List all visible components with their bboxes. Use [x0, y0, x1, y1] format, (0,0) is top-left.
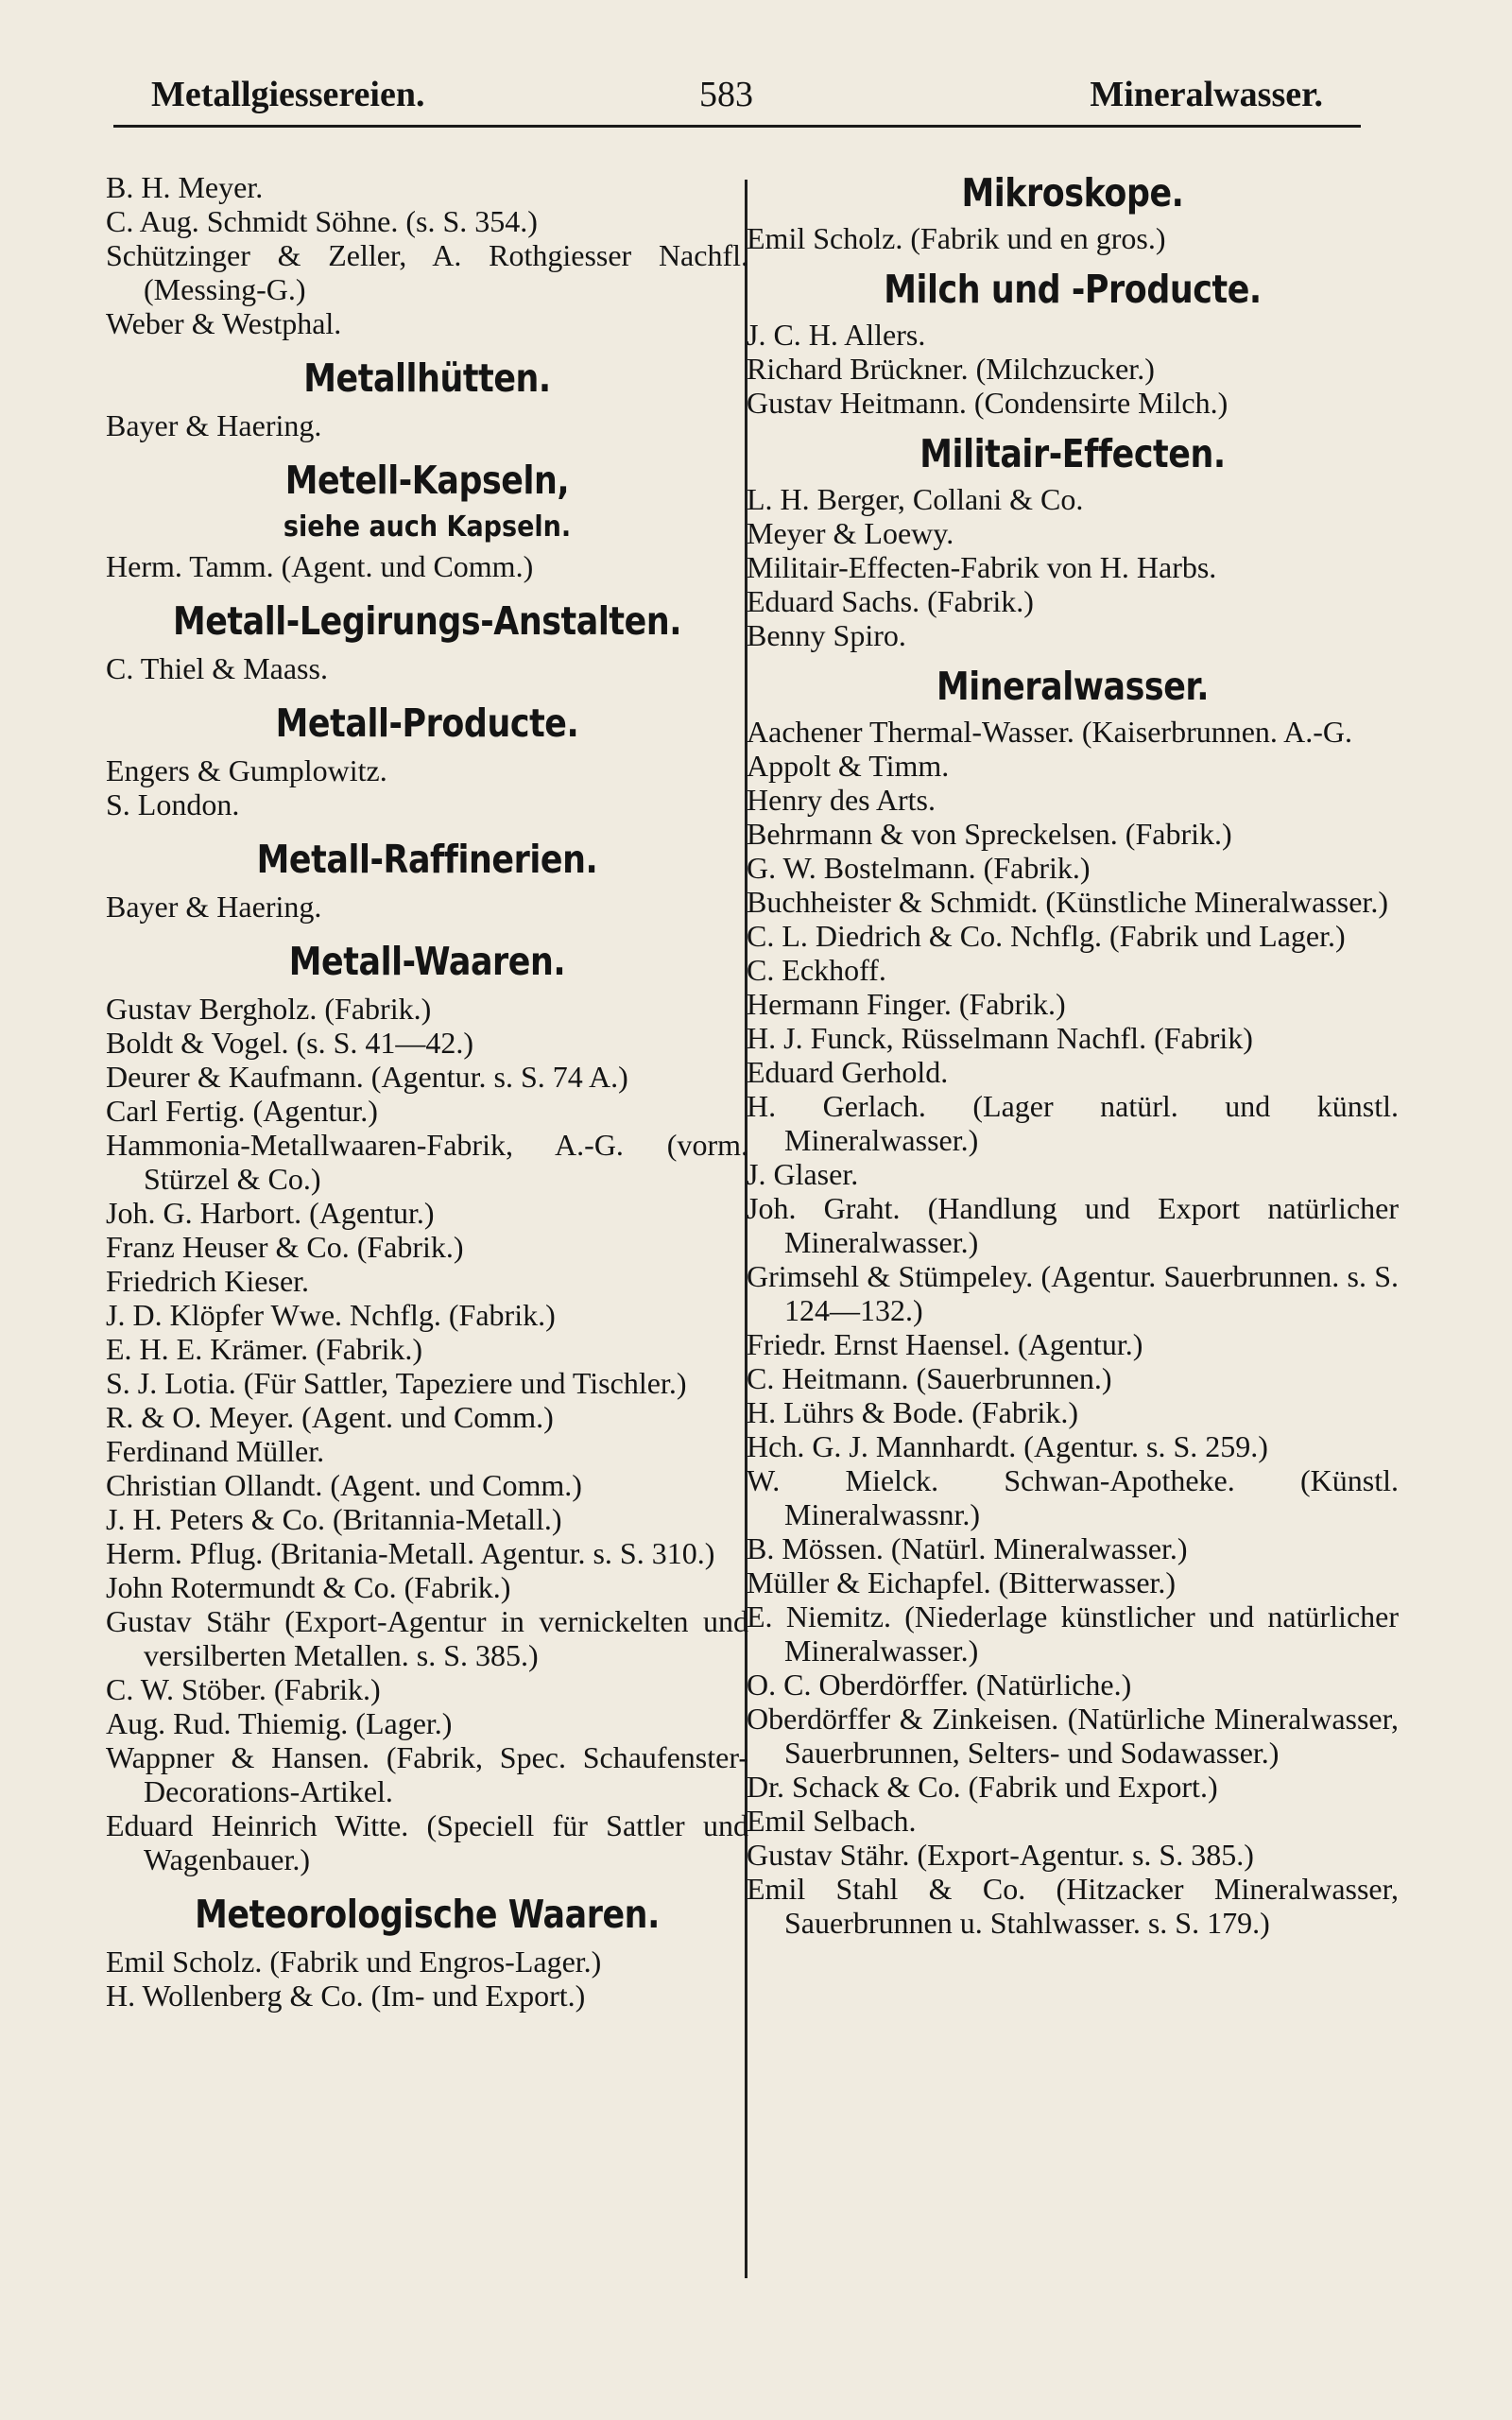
directory-entry: J. C. H. Allers. — [747, 318, 926, 352]
directory-entry: Eduard Sachs. (Fabrik.) — [747, 584, 1034, 618]
directory-entry: Wappner & Hansen. (Fabrik, Spec. Schaufenster-Decorations-Artikel. — [106, 1740, 748, 1808]
directory-entry: S. London. — [106, 787, 240, 821]
directory-entry: Benny Spiro. — [747, 618, 906, 652]
directory-entry: Behrmann & von Spreckelsen. (Fabrik.) — [747, 817, 1232, 851]
directory-entry: Emil Stahl & Co. (Hitzacker Mineralwasser, Sauerbrunnen u. Stahlwasser. s. S. 179.) — [747, 1872, 1399, 1940]
directory-entry: Gustav Heitmann. (Condensirte Milch.) — [747, 386, 1228, 420]
directory-entry: Hermann Finger. (Fabrik.) — [747, 987, 1066, 1021]
section-heading: Metell-Kapseln, — [284, 458, 570, 503]
directory-entry: Dr. Schack & Co. (Fabrik und Export.) — [747, 1770, 1218, 1804]
directory-entry: J. Glaser. — [747, 1157, 859, 1191]
directory-entry: Friedrich Kieser. — [106, 1264, 310, 1298]
directory-entry: E. H. E. Krämer. (Fabrik.) — [106, 1332, 423, 1366]
directory-entry: C. W. Stöber. (Fabrik.) — [106, 1672, 381, 1706]
directory-entry: Henry des Arts. — [747, 783, 936, 817]
directory-entry: Herm. Tamm. (Agent. und Comm.) — [106, 549, 534, 583]
page-header — [113, 68, 1361, 128]
section-heading: Metall-Waaren. — [288, 939, 566, 984]
directory-entry: Aug. Rud. Thiemig. (Lager.) — [106, 1706, 453, 1740]
section-subheading: siehe auch Kapseln. — [283, 510, 572, 544]
directory-entry: C. Eckhoff. — [747, 953, 886, 987]
directory-entry: Weber & Westphal. — [106, 306, 342, 340]
directory-entry: Militair-Effecten-Fabrik von H. Harbs. — [747, 550, 1217, 584]
directory-entry: G. W. Bostelmann. (Fabrik.) — [747, 851, 1091, 885]
directory-entry: Grimsehl & Stümpeley. (Agentur. Sauerbrunnen. s. S. 124—132.) — [747, 1259, 1399, 1327]
section-heading: Metall-Producte. — [275, 700, 579, 746]
section-heading: Mikroskope. — [961, 170, 1184, 216]
directory-entry: Boldt & Vogel. (s. S. 41—42.) — [106, 1026, 474, 1060]
section-heading: Militair-Effecten. — [919, 431, 1226, 476]
directory-entry: C. Heitmann. (Sauerbrunnen.) — [747, 1361, 1112, 1395]
directory-entry: B. Mössen. (Natürl. Mineralwasser.) — [747, 1531, 1188, 1565]
directory-entry: Gustav Stähr. (Export-Agentur. s. S. 385.) — [747, 1838, 1254, 1872]
section-heading: Metallhütten. — [303, 355, 551, 401]
directory-entry: Engers & Gumplowitz. — [106, 753, 387, 787]
directory-entry: Ferdinand Müller. — [106, 1434, 325, 1468]
directory-entry: H. J. Funck, Rüsselmann Nachfl. (Fabrik) — [747, 1021, 1253, 1055]
directory-entry: Friedr. Ernst Haensel. (Agentur.) — [747, 1327, 1143, 1361]
left-column — [106, 170, 748, 2013]
directory-entry: J. D. Klöpfer Wwe. Nchflg. (Fabrik.) — [106, 1298, 556, 1332]
directory-entry: Bayer & Haering. — [106, 890, 322, 924]
directory-entry: C. Aug. Schmidt Söhne. (s. S. 354.) — [106, 204, 538, 238]
right-column — [747, 170, 1399, 1940]
directory-entry: L. H. Berger, Collani & Co. — [747, 482, 1084, 516]
directory-entry: Bayer & Haering. — [106, 408, 322, 442]
directory-entry: Deurer & Kaufmann. (Agentur. s. S. 74 A.) — [106, 1060, 628, 1094]
directory-entry: Schützinger & Zeller, A. Rothgiesser Nachfl. (Messing-G.) — [106, 238, 748, 306]
directory-entry: Emil Selbach. — [747, 1804, 917, 1838]
directory-entry: Eduard Heinrich Witte. (Speciell für Sattler und Wagenbauer.) — [106, 1808, 748, 1876]
directory-entry: Gustav Stähr (Export-Agentur in vernickelten und versilberten Metallen. s. S. 385.) — [106, 1604, 748, 1672]
directory-entry: Eduard Gerhold. — [747, 1055, 949, 1089]
header-left-title: Metallgiessereien. — [151, 75, 425, 114]
directory-entry: B. H. Meyer. — [106, 170, 264, 204]
directory-entry: Appolt & Timm. — [747, 749, 950, 783]
directory-entry: Meyer & Loewy. — [747, 516, 954, 550]
directory-entry: C. Thiel & Maass. — [106, 651, 328, 685]
directory-entry: Herm. Pflug. (Britania-Metall. Agentur. s. S. 310.) — [106, 1536, 715, 1570]
directory-entry: Richard Brückner. (Milchzucker.) — [747, 352, 1155, 386]
directory-entry: R. & O. Meyer. (Agent. und Comm.) — [106, 1400, 554, 1434]
directory-entry: Emil Scholz. (Fabrik und en gros.) — [747, 221, 1166, 255]
section-heading: Mineralwasser. — [936, 664, 1210, 709]
directory-entry: Oberdörffer & Zinkeisen. (Natürliche Mineralwasser, Sauerbrunnen, Selters- und Sodawasser.) — [747, 1702, 1399, 1770]
directory-entry: H. Lührs & Bode. (Fabrik.) — [747, 1395, 1079, 1429]
section-heading: Metall-Legirungs-Anstalten. — [172, 598, 682, 644]
section-heading: Meteorologische Waaren. — [195, 1892, 660, 1937]
directory-entry: Joh. Graht. (Handlung und Export natürlicher Mineralwasser.) — [747, 1191, 1399, 1259]
directory-entry: E. Niemitz. (Niederlage künstlicher und natürlicher Mineralwasser.) — [747, 1599, 1399, 1668]
header-right-title: Mineralwasser. — [1090, 75, 1323, 114]
directory-entry: Joh. G. Harbort. (Agentur.) — [106, 1196, 435, 1230]
directory-entry: Hammonia-Metallwaaren-Fabrik, A.-G. (vorm. Stürzel & Co.) — [106, 1128, 748, 1196]
directory-entry: Aachener Thermal-Wasser. (Kaiserbrunnen. A.-G. — [747, 715, 1353, 749]
section-heading: Milch und -Producte. — [884, 267, 1262, 312]
directory-entry: C. L. Diedrich & Co. Nchflg. (Fabrik und Lager.) — [747, 919, 1346, 953]
directory-entry: Franz Heuser & Co. (Fabrik.) — [106, 1230, 464, 1264]
directory-entry: Carl Fertig. (Agentur.) — [106, 1094, 378, 1128]
directory-entry: Gustav Bergholz. (Fabrik.) — [106, 992, 432, 1026]
directory-entry: Müller & Eichapfel. (Bitterwasser.) — [747, 1565, 1177, 1599]
page-number: 583 — [699, 75, 753, 114]
directory-entry: S. J. Lotia. (Für Sattler, Tapeziere und Tischler.) — [106, 1366, 687, 1400]
directory-entry: Buchheister & Schmidt. (Künstliche Mineralwasser.) — [747, 885, 1388, 919]
directory-entry: H. Gerlach. (Lager natürl. und künstl. Mineralwasser.) — [747, 1089, 1399, 1157]
directory-entry: John Rotermundt & Co. (Fabrik.) — [106, 1570, 511, 1604]
section-heading: Metall-Raffinerien. — [256, 837, 598, 882]
directory-entry: W. Mielck. Schwan-Apotheke. (Künstl. Mineralwassnr.) — [747, 1463, 1399, 1531]
directory-entry: O. C. Oberdörffer. (Natürliche.) — [747, 1668, 1132, 1702]
directory-entry: H. Wollenberg & Co. (Im- und Export.) — [106, 1979, 586, 2013]
directory-entry: Christian Ollandt. (Agent. und Comm.) — [106, 1468, 582, 1502]
directory-entry: J. H. Peters & Co. (Britannia-Metall.) — [106, 1502, 562, 1536]
directory-entry: Emil Scholz. (Fabrik und Engros-Lager.) — [106, 1945, 602, 1979]
directory-entry: Hch. G. J. Mannhardt. (Agentur. s. S. 259.) — [747, 1429, 1268, 1463]
